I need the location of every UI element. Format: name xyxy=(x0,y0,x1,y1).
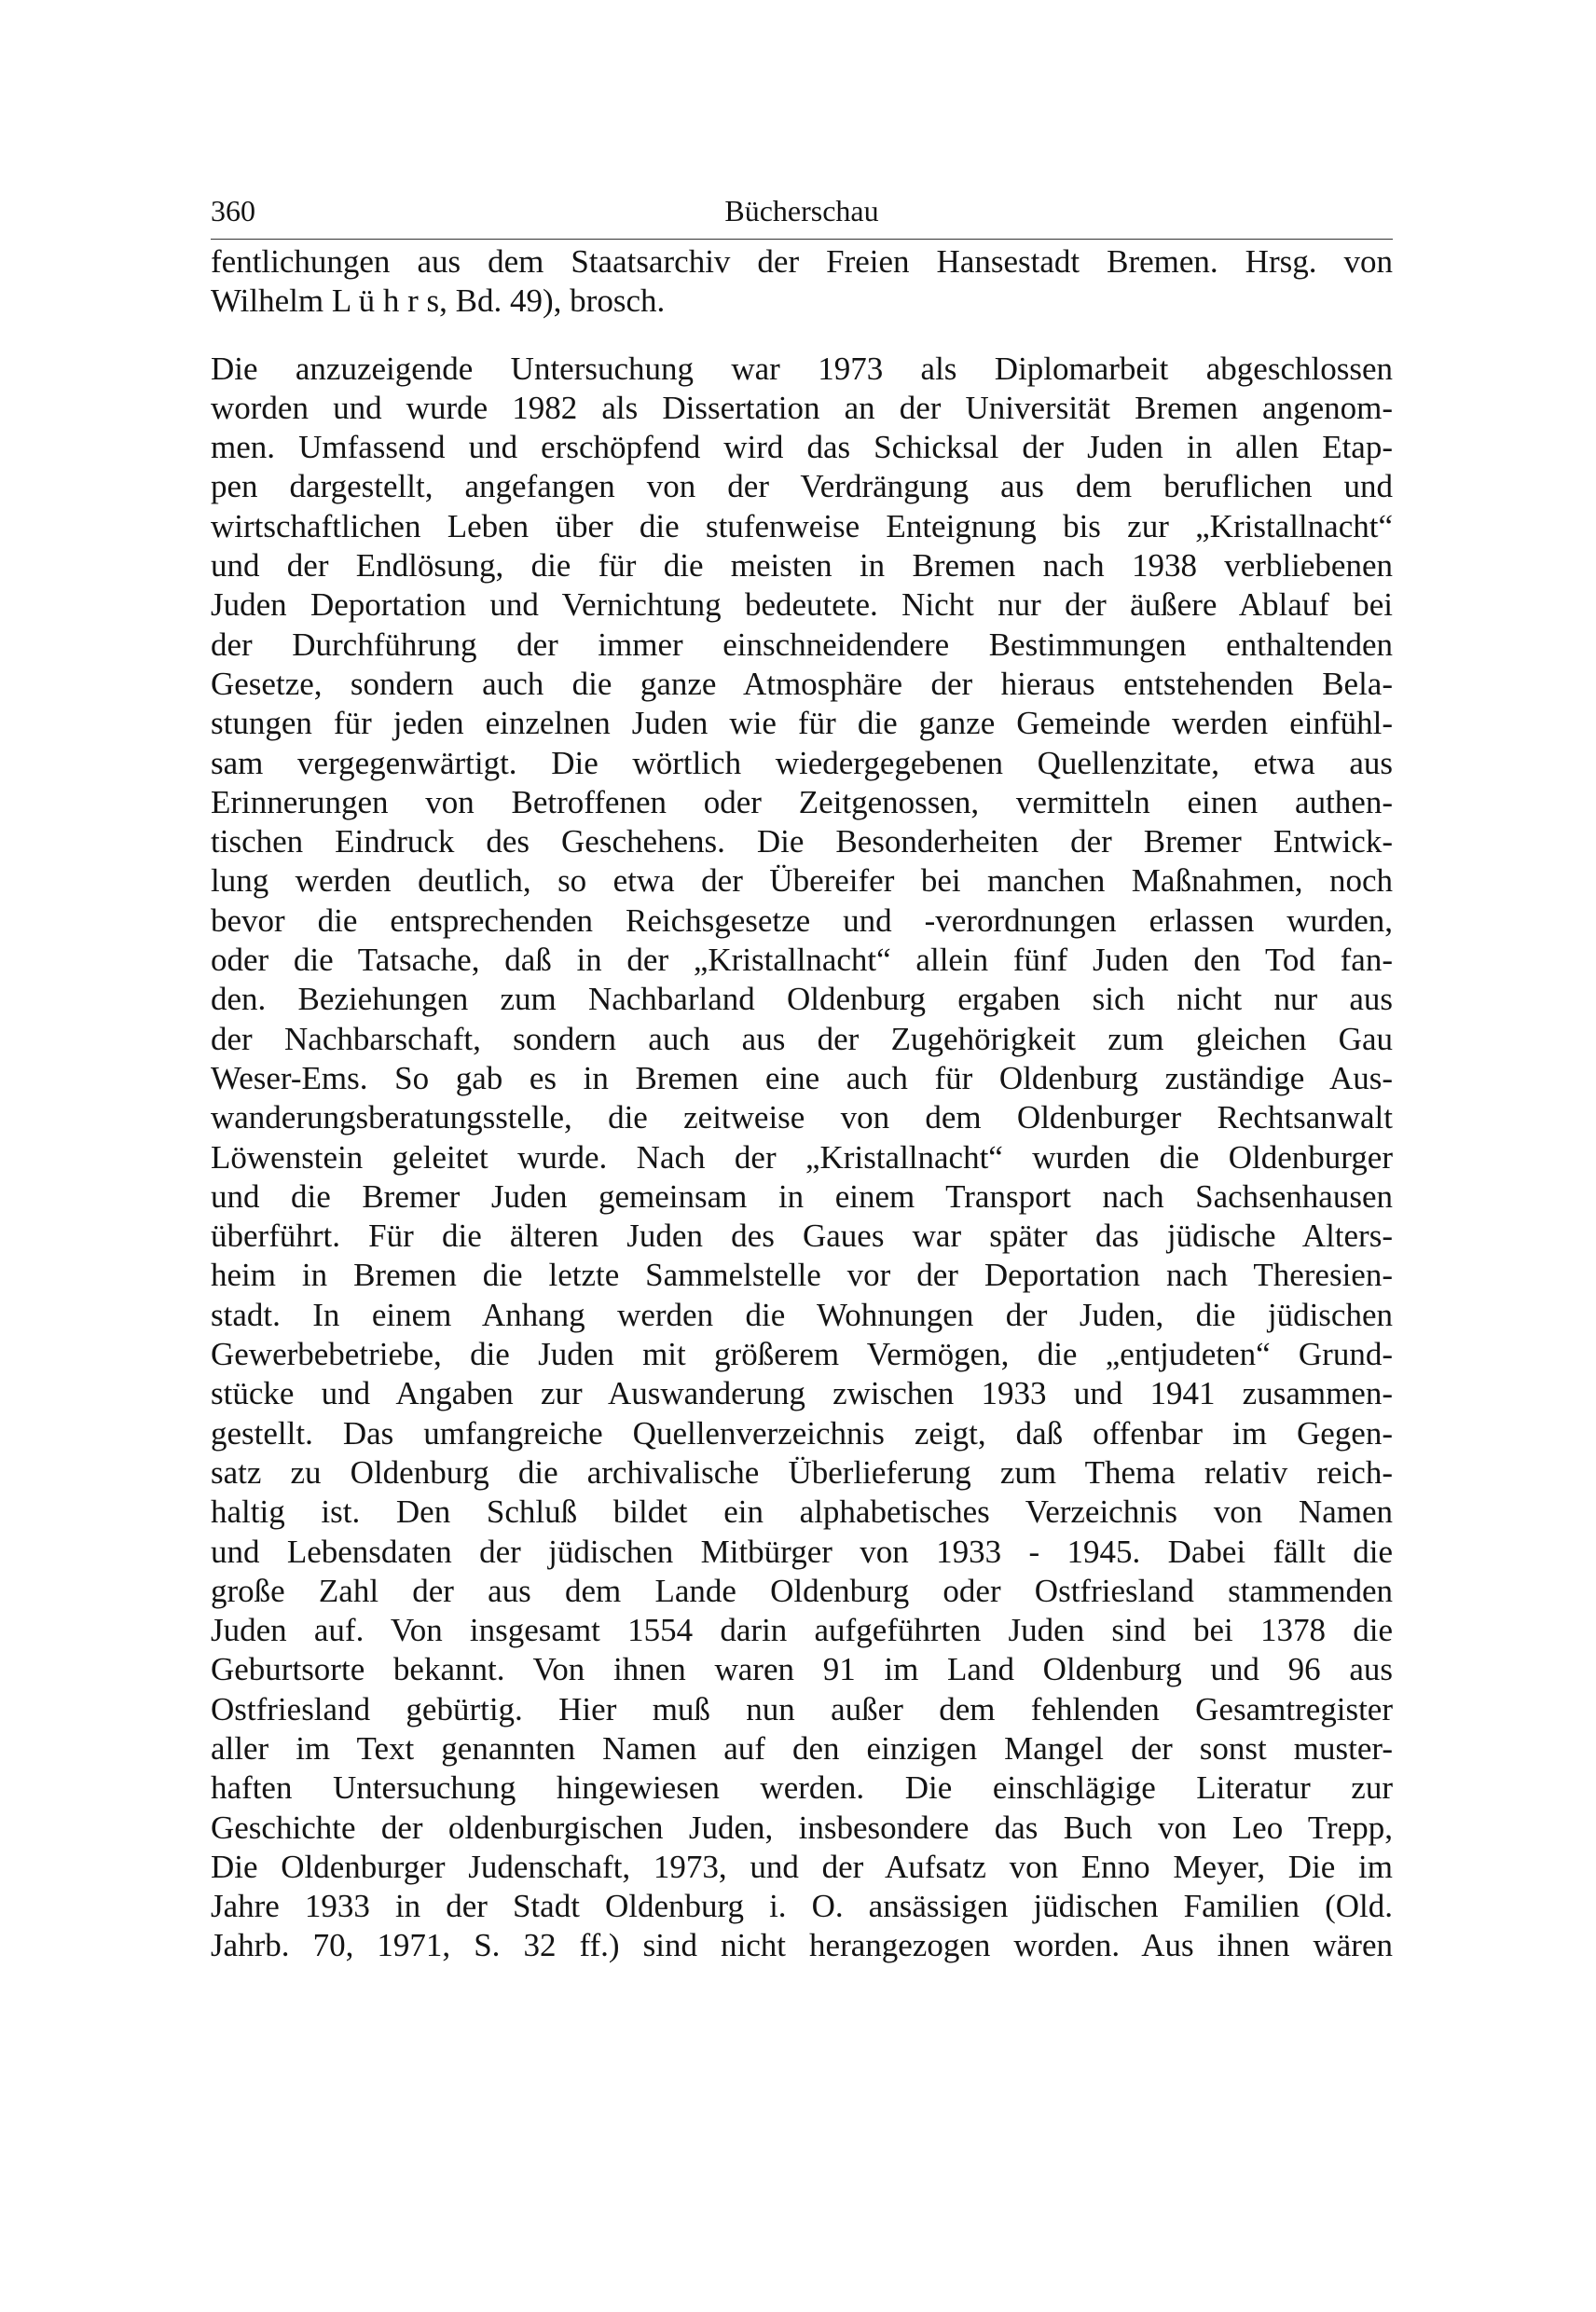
text-line: Die Oldenburger Judenschaft, 1973, und der Aufsatz von Enno Meyer, Die im xyxy=(211,1848,1393,1885)
text-line: haften Untersuchung hingewiesen werden. Die einschlägige Literatur zur xyxy=(211,1769,1393,1807)
text-line: Geschichte der oldenburgischen Juden, insbesondere das Buch von Leo Trepp, xyxy=(211,1809,1393,1846)
text-line: wanderungsberatungsstelle, die zeitweise von dem Oldenburger Rechtsanwalt xyxy=(211,1099,1393,1136)
text-line: und der Endlösung, die für die meisten in Bremen nach 1938 verbliebenen xyxy=(211,547,1393,585)
text-line: Erinnerungen von Betroffenen oder Zeitgenossen, vermitteln einen authen- xyxy=(211,783,1393,820)
text-line: Weser-Ems. So gab es in Bremen eine auch für Oldenburg zuständige Aus- xyxy=(211,1059,1393,1096)
text-line: heim in Bremen die letzte Sammelstelle vor der Deportation nach Theresien- xyxy=(211,1257,1393,1294)
text-line: Ostfriesland gebürtig. Hier muß nun außer dem fehlenden Gesamtregister xyxy=(211,1690,1393,1727)
text-line: überführt. Für die älteren Juden des Gaues war später das jüdische Alters- xyxy=(211,1218,1393,1255)
text-line: Juden auf. Von insgesamt 1554 darin aufgeführten Juden sind bei 1378 die xyxy=(211,1612,1393,1649)
header-rule xyxy=(211,239,1393,240)
text-line: lung werden deutlich, so etwa der Übereifer bei manchen Maßnahmen, noch xyxy=(211,862,1393,900)
text-line: stücke und Angaben zur Auswanderung zwischen 1933 und 1941 zusammen- xyxy=(211,1375,1393,1412)
text-line: Wilhelm L ü h r s, Bd. 49), brosch. xyxy=(211,282,666,320)
text-line: Geburtsorte bekannt. Von ihnen waren 91 im Land Oldenburg und 96 aus xyxy=(211,1651,1393,1688)
text-line: Jahrb. 70, 1971, S. 32 ff.) sind nicht herangezogen worden. Aus ihnen wären xyxy=(211,1927,1393,1964)
text-line: Gewerbebetriebe, die Juden mit größerem Vermögen, die „entjudeten“ Grund- xyxy=(211,1336,1393,1373)
text-line: der Durchführung der immer einschneidendere Bestimmungen enthaltenden xyxy=(211,626,1393,663)
paragraph xyxy=(211,242,1393,322)
text-line: oder die Tatsache, daß in der „Kristallnacht“ allein fünf Juden den Tod fan- xyxy=(211,942,1393,979)
text-line: bevor die entsprechenden Reichsgesetze und -verordnungen erlassen wurden, xyxy=(211,901,1393,939)
text-line: und die Bremer Juden gemeinsam in einem Transport nach Sachsenhausen xyxy=(211,1177,1393,1215)
text-line: wirtschaftlichen Leben über die stufenweise Enteignung bis zur „Kristallnacht“ xyxy=(211,507,1393,544)
text-line: den. Beziehungen zum Nachbarland Oldenburg ergaben sich nicht nur aus xyxy=(211,981,1393,1018)
text-line: pen dargestellt, angefangen von der Verdrängung aus dem beruflichen und xyxy=(211,468,1393,505)
text-line: Die anzuzeigende Untersuchung war 1973 als Diplomarbeit abgeschlossen xyxy=(211,350,1393,387)
text-line: große Zahl der aus dem Lande Oldenburg oder Ostfriesland stammenden xyxy=(211,1572,1393,1609)
text-line: worden und wurde 1982 als Dissertation an der Universität Bremen angenom- xyxy=(211,389,1393,426)
running-head: Bücherschau xyxy=(724,194,879,227)
text-line: stungen für jeden einzelnen Juden wie für die ganze Gemeinde werden einfühl- xyxy=(211,705,1393,742)
page-header xyxy=(211,190,1393,231)
text-line: Jahre 1933 in der Stadt Oldenburg i. O. ansässigen jüdischen Familien (Old. xyxy=(211,1888,1393,1925)
text-line: Löwenstein geleitet wurde. Nach der „Kristallnacht“ wurden die Oldenburger xyxy=(211,1138,1393,1176)
page-number: 360 xyxy=(211,194,255,227)
text-line: haltig ist. Den Schluß bildet ein alphabetisches Verzeichnis von Namen xyxy=(211,1493,1393,1531)
text-line: Gesetze, sondern auch die ganze Atmosphäre der hieraus entstehenden Bela- xyxy=(211,665,1393,702)
text-line: tischen Eindruck des Geschehens. Die Besonderheiten der Bremer Entwick- xyxy=(211,823,1393,860)
text-line: sam vergegenwärtigt. Die wörtlich wiedergegebenen Quellenzitate, etwa aus xyxy=(211,744,1393,781)
text-line: satz zu Oldenburg die archivalische Überlieferung zum Thema relativ reich- xyxy=(211,1453,1393,1491)
text-line: gestellt. Das umfangreiche Quellenverzeichnis zeigt, daß offenbar im Gegen- xyxy=(211,1414,1393,1452)
body-text xyxy=(211,242,1393,1966)
text-line: stadt. In einem Anhang werden die Wohnungen der Juden, die jüdischen xyxy=(211,1296,1393,1333)
text-line: der Nachbarschaft, sondern auch aus der Zugehörigkeit zum gleichen Gau xyxy=(211,1020,1393,1057)
paragraph xyxy=(211,350,1393,1966)
text-line: fentlichungen aus dem Staatsarchiv der Freien Hansestadt Bremen. Hrsg. von xyxy=(211,243,1393,280)
text-line: und Lebensdaten der jüdischen Mitbürger von 1933 - 1945. Dabei fällt die xyxy=(211,1533,1393,1570)
text-line: aller im Text genannten Namen auf den einzigen Mangel der sonst muster- xyxy=(211,1729,1393,1767)
text-line: Juden Deportation und Vernichtung bedeutete. Nicht nur der äußere Ablauf bei xyxy=(211,586,1393,624)
paragraph-gap xyxy=(211,322,1393,350)
text-line: men. Umfassend und erschöpfend wird das Schicksal der Juden in allen Etap- xyxy=(211,429,1393,466)
